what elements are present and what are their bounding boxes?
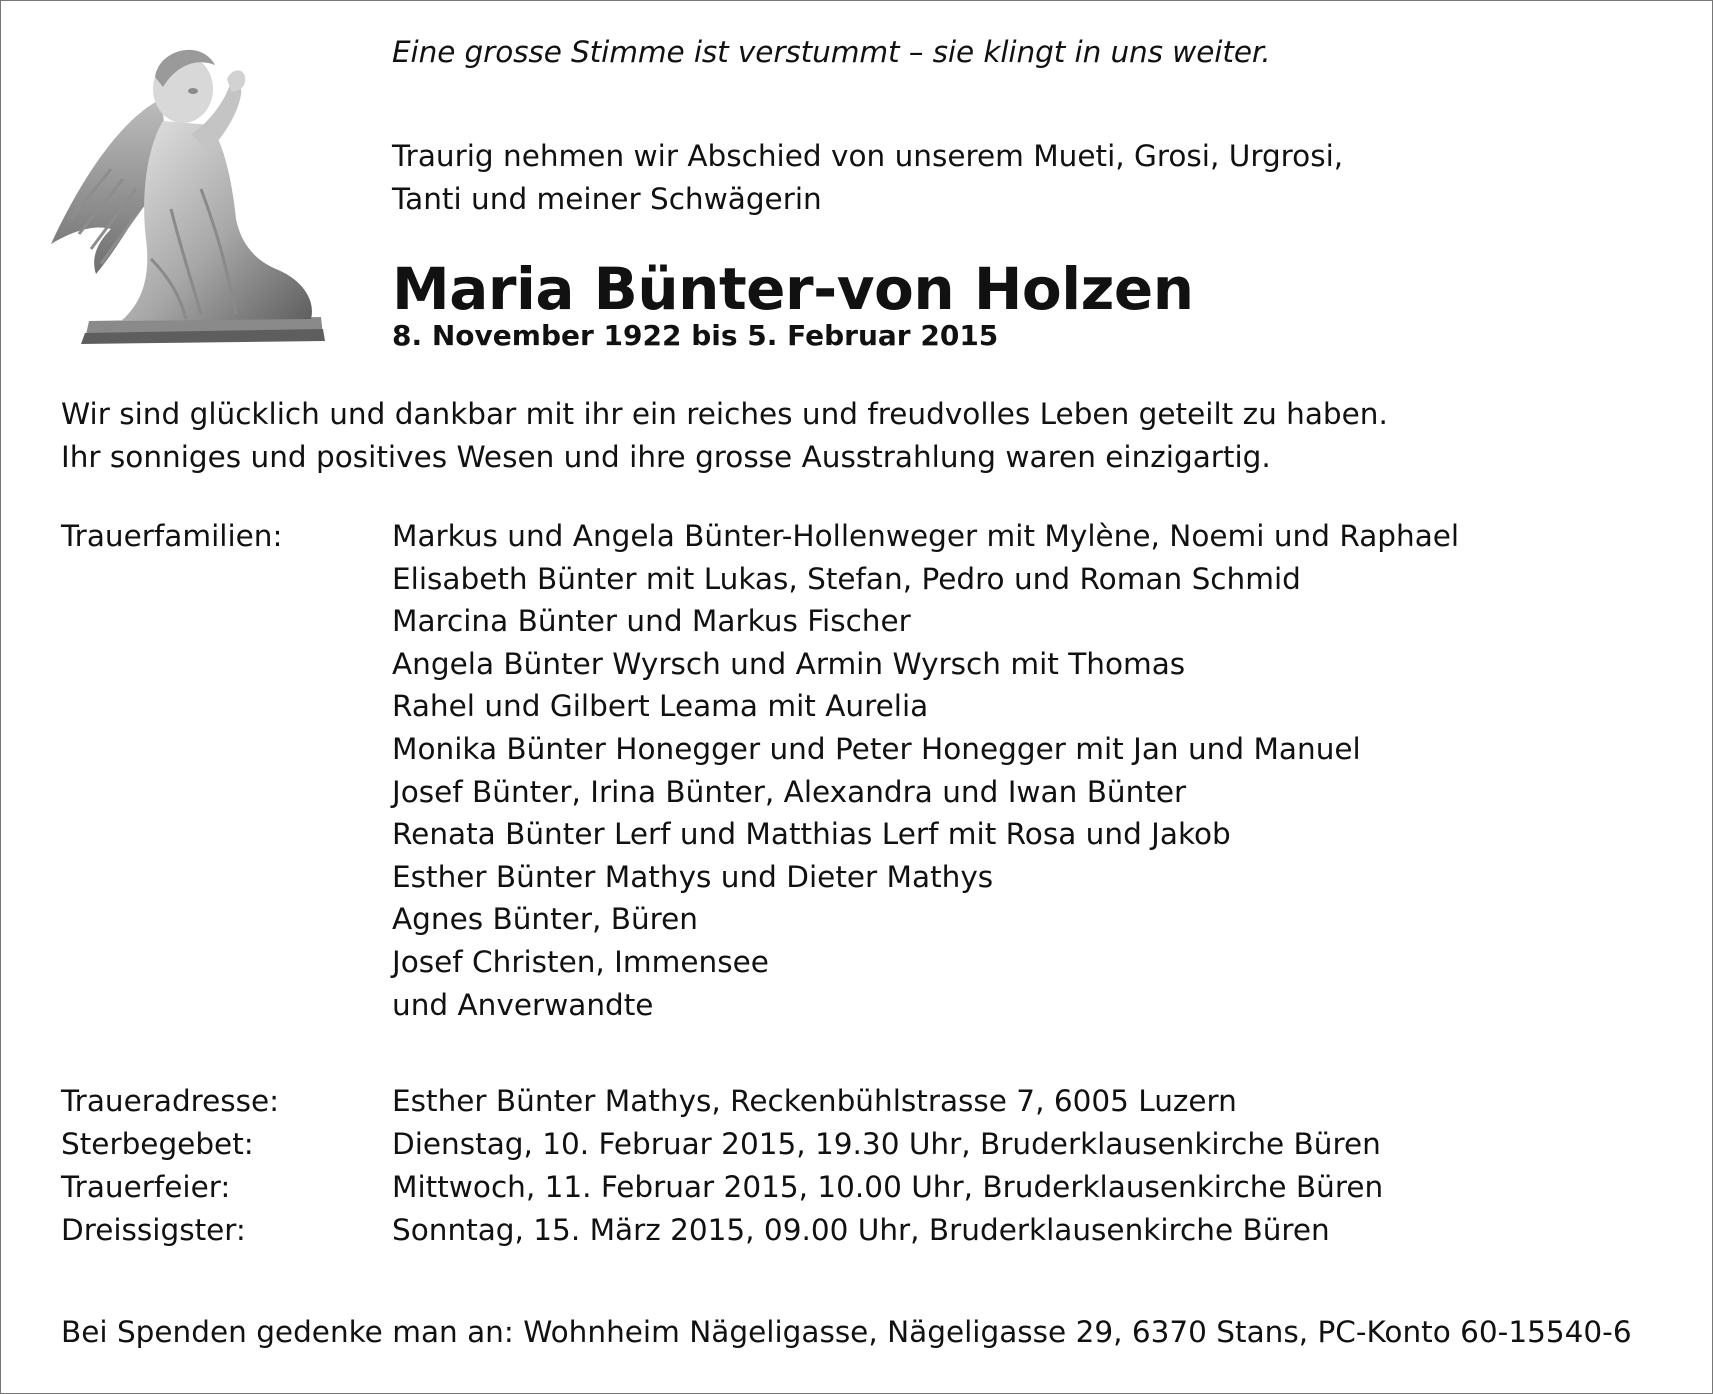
- family-entry: Josef Bünter, Irina Bünter, Alexandra und Iwan Bünter: [392, 774, 1187, 809]
- kneeling-angel-image: [51, 29, 361, 354]
- info-value: Mittwoch, 11. Februar 2015, 10.00 Uhr, Bruderklausenkirche Büren: [392, 1170, 1384, 1204]
- family-entry: Rahel und Gilbert Leama mit Aurelia: [392, 689, 929, 724]
- families-label: Trauerfamilien:: [61, 519, 283, 553]
- info-label: Sterbegebet:: [61, 1127, 254, 1161]
- family-entry: Marcina Bünter und Markus Fischer: [392, 604, 911, 639]
- info-label: Trauerfeier:: [61, 1170, 231, 1204]
- family-entry: Agnes Bünter, Büren: [392, 902, 698, 937]
- families-list: [392, 519, 1459, 1030]
- info-value: Esther Bünter Mathys, Reckenbühlstrasse 7, 6005 Luzern: [392, 1084, 1237, 1118]
- intro-line-1: Traurig nehmen wir Abschied von unserem Mueti, Grosi, Urgrosi,: [392, 139, 1344, 173]
- tribute-line-2: Ihr sonniges und positives Wesen und ihre grosse Ausstrahlung waren einzigartig.: [61, 440, 1271, 474]
- family-entry: Renata Bünter Lerf und Matthias Lerf mit Rosa und Jakob: [392, 817, 1231, 852]
- deceased-name: Maria Bünter-von Holzen: [392, 255, 1194, 323]
- tribute-line-1: Wir sind glücklich und dankbar mit ihr ein reiches und freudvolles Leben geteilt zu haben.: [61, 397, 1388, 431]
- family-entry: Elisabeth Bünter mit Lukas, Stefan, Pedro und Roman Schmid: [392, 561, 1301, 596]
- family-entry: Monika Bünter Honegger und Peter Honegger mit Jan und Manuel: [392, 731, 1361, 766]
- info-value: Sonntag, 15. März 2015, 09.00 Uhr, Bruderklausenkirche Büren: [392, 1213, 1330, 1247]
- intro-line-2: Tanti und meiner Schwägerin: [392, 182, 822, 216]
- info-label: Traueradresse:: [61, 1084, 280, 1118]
- family-entry: Esther Bünter Mathys und Dieter Mathys: [392, 859, 994, 894]
- info-label: Dreissigster:: [61, 1213, 246, 1247]
- family-entry: Markus und Angela Bünter-Hollenweger mit Mylène, Noemi und Raphael: [392, 519, 1460, 553]
- family-entry: Josef Christen, Immensee: [392, 944, 769, 979]
- family-entry: Angela Bünter Wyrsch und Armin Wyrsch mit Thomas: [392, 646, 1186, 681]
- life-dates: 8. November 1922 bis 5. Februar 2015: [392, 319, 999, 352]
- donation-note: Bei Spenden gedenke man an: Wohnheim Nägeligasse, Nägeligasse 29, 6370 Stans, PC-Konto 60-15540-6: [61, 1315, 1632, 1349]
- info-value: Dienstag, 10. Februar 2015, 19.30 Uhr, Bruderklausenkirche Büren: [392, 1127, 1381, 1161]
- motto-quote: Eine grosse Stimme ist verstummt – sie klingt in uns weiter.: [392, 35, 1271, 69]
- family-entry: und Anverwandte: [392, 987, 654, 1022]
